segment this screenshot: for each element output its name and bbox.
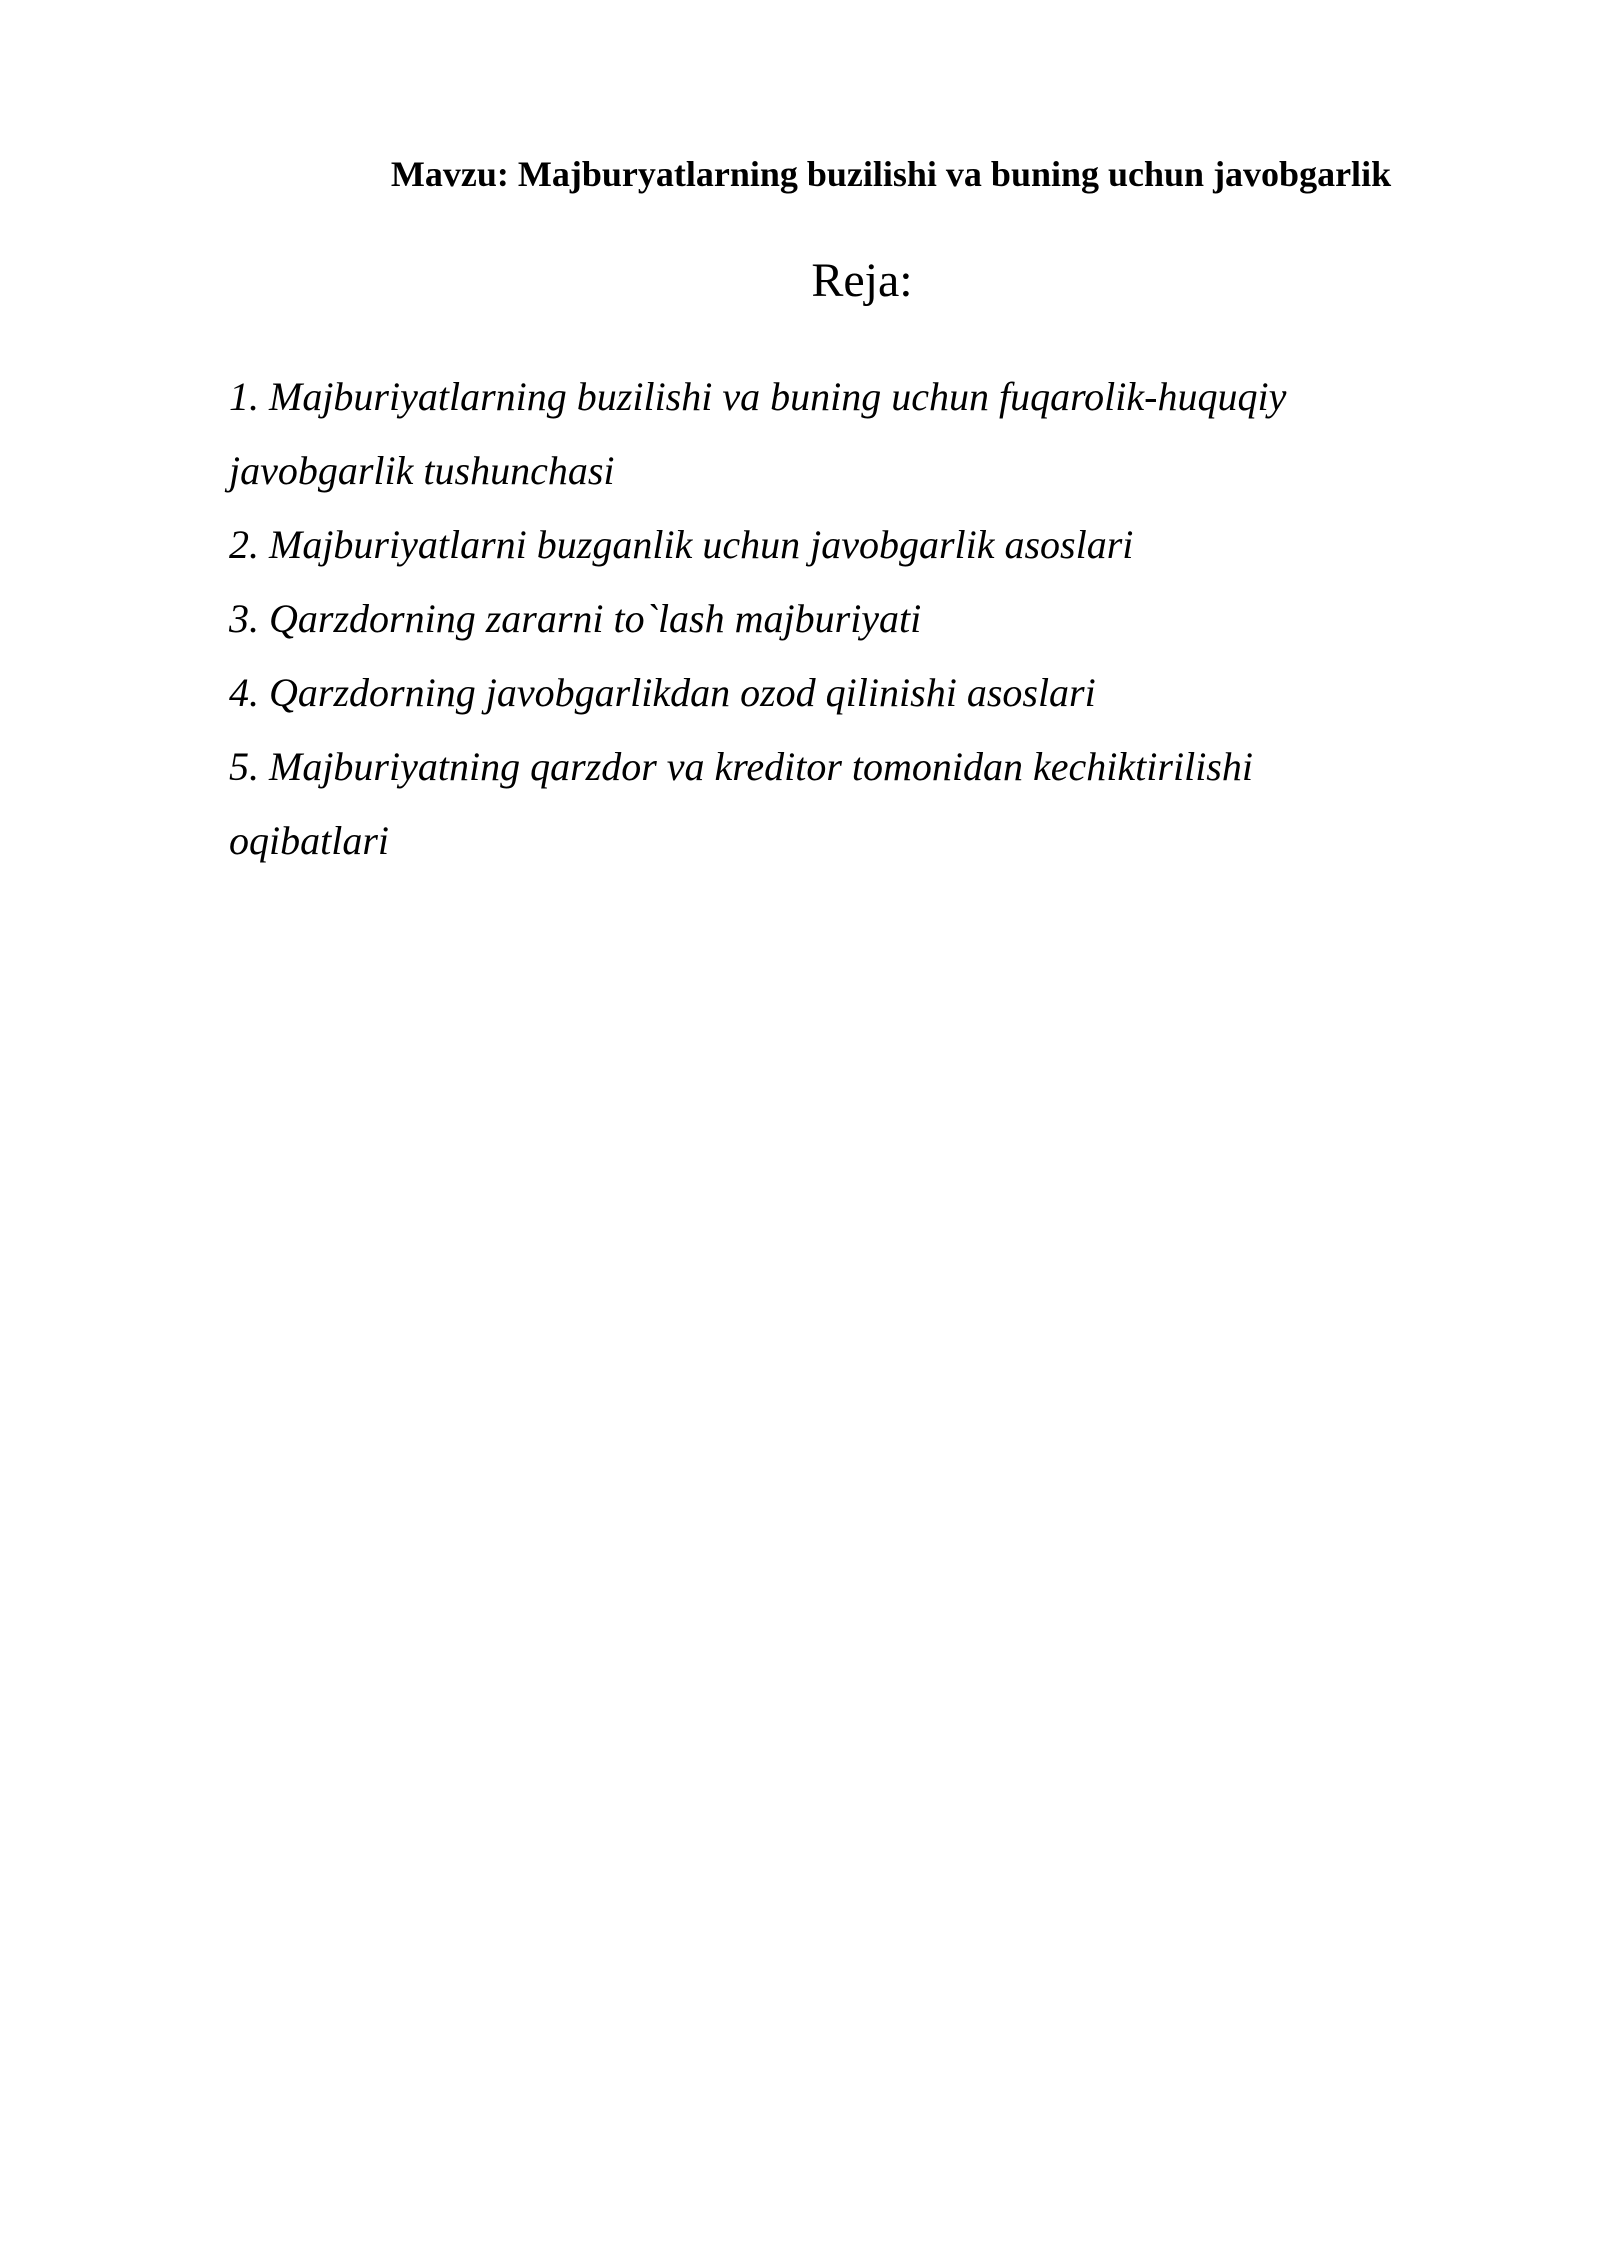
plan-item-1: 1. Majburiyatlarning buzilishi va buning uchun fuqarolik-huquqiy javobgarlik tushunchasi (229, 374, 1287, 493)
plan-item-3: 3. Qarzdorning zararni to`lash majburiyati (229, 596, 922, 641)
plan-heading: Reja: (811, 254, 913, 307)
plan-item-4: 4. Qarzdorning javobgarlikdan ozod qilinishi asoslari (229, 670, 1096, 715)
plan-list (229, 360, 1409, 878)
document-title: Mavzu: Majburyatlarning buzilishi va buning uchun javobgarlik (390, 154, 1392, 194)
plan-item-2: 2. Majburiyatlarni buzganlik uchun javobgarlik asoslari (229, 522, 1134, 567)
plan-item-5: 5. Majburiyatning qarzdor va kreditor tomonidan kechiktirilishi oqibatlari (229, 744, 1253, 863)
